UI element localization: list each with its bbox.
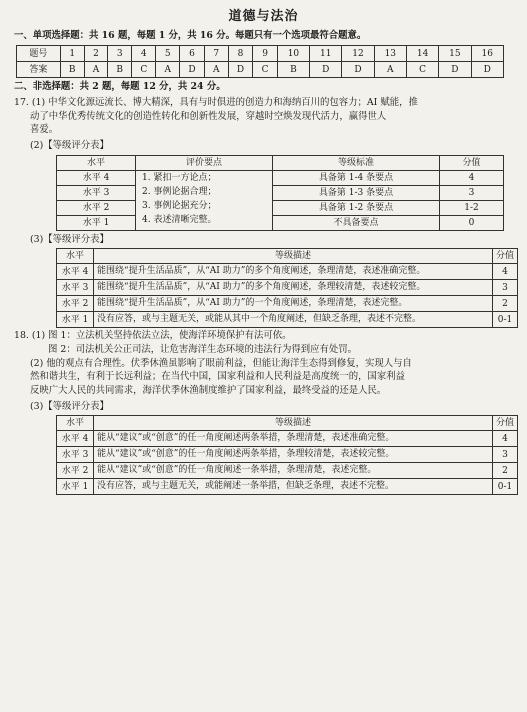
answer-cell: C — [406, 62, 438, 78]
description-cell: 能从“建议”或“创意”的任一角度阐述两条举措，条理较清楚，表述较完整。 — [94, 447, 493, 463]
q18-part3-heading: (3)【等级评分表】 — [30, 400, 109, 412]
q18-part1-line: 图 2：司法机关公正司法，让危害海洋生态环境的违法行为得到应有处罚。 — [48, 344, 357, 356]
answer-cell: D — [342, 62, 374, 78]
question-number: 15 — [439, 46, 471, 62]
answer-table-row-label: 题号 — [17, 46, 61, 62]
score-cell: 4 — [493, 264, 518, 280]
question-number: 5 — [156, 46, 180, 62]
section-1-heading: 一、单项选择题：共 16 题，每题 1 分，共 16 分。每题只有一个选项最符合题意。 — [14, 29, 367, 41]
answer-cell: A — [204, 62, 228, 78]
question-number: 3 — [108, 46, 132, 62]
description-cell: 能围绕“提升生活品质”，从“AI 助力”的多个角度阐述，条理较清楚，表述较完整。 — [94, 280, 493, 296]
score-cell: 0 — [440, 215, 504, 230]
page-title: 道德与法治 — [228, 9, 299, 24]
evaluation-point: 4. 表述清晰完整。 — [142, 215, 217, 226]
q18-part1-line: 18. (1) 图 1：立法机关坚持依法立法，使海洋环境保护有法可依。 — [14, 330, 292, 342]
table-header-row — [57, 155, 504, 170]
level-cell: 水平 3 — [57, 280, 94, 296]
score-cell: 4 — [440, 170, 504, 185]
table-header: 分值 — [493, 249, 518, 264]
q18-part2-line: (2) 他的观点有合理性。伏季休渔虽影响了眼前利益，但能让海洋生态得到修复，实现人与自 — [30, 357, 412, 369]
level-cell: 水平 3 — [57, 185, 136, 200]
q17-part1-line: 17. (1) 中华文化源远流长、博大精深，具有与时俱进的创造力和海纳百川的包容力；AI 赋能，推 — [14, 96, 418, 108]
score-cell: 0-1 — [493, 479, 518, 495]
level-cell: 水平 2 — [57, 463, 94, 479]
table-row — [57, 264, 518, 280]
q17-description-table — [56, 248, 518, 328]
answer-table — [16, 45, 504, 78]
standard-cell: 具备第 1-2 条要点 — [273, 200, 440, 215]
table-row — [57, 479, 518, 495]
answer-cell: B — [60, 62, 84, 78]
level-cell: 水平 4 — [57, 170, 136, 185]
table-row — [57, 312, 518, 328]
q17-part3-heading: (3)【等级评分表】 — [30, 233, 109, 245]
evaluation-point: 2. 事例论据合理； — [142, 187, 217, 198]
table-header-row — [57, 416, 518, 431]
answer-cell: C — [132, 62, 156, 78]
table-header: 水平 — [57, 249, 94, 264]
question-number: 2 — [84, 46, 108, 62]
q17-grade-table — [56, 155, 504, 231]
table-header: 分值 — [440, 155, 504, 170]
level-cell: 水平 2 — [57, 200, 136, 215]
table-row — [57, 447, 518, 463]
question-number: 9 — [253, 46, 277, 62]
description-cell: 能从“建议”或“创意”的任一角度阐述两条举措，条理清楚，表述准确完整。 — [94, 431, 493, 447]
table-row — [57, 463, 518, 479]
table-header: 水平 — [57, 155, 136, 170]
table-row — [57, 170, 504, 185]
level-cell: 水平 1 — [57, 215, 136, 230]
question-number: 8 — [228, 46, 253, 62]
question-number: 14 — [406, 46, 438, 62]
standard-cell: 不具备要点 — [273, 215, 440, 230]
table-header: 等级标准 — [273, 155, 440, 170]
level-cell: 水平 1 — [57, 312, 94, 328]
level-cell: 水平 3 — [57, 447, 94, 463]
answer-cell: A — [156, 62, 180, 78]
description-cell: 没有应答，或与主题无关，或能从其中一个角度阐述，但缺乏条理，表述不完整。 — [94, 312, 493, 328]
description-cell: 没有应答，或与主题无关，或能阐述一条举措，但缺乏条理，表述不完整。 — [94, 479, 493, 495]
description-cell: 能围绕“提升生活品质”，从“AI 助力”的一个角度阐述，条理清楚，表述完整。 — [94, 296, 493, 312]
question-number: 1 — [60, 46, 84, 62]
answer-cell: B — [277, 62, 309, 78]
answer-cell: C — [253, 62, 277, 78]
q18-description-table — [56, 415, 518, 495]
standard-cell: 具备第 1-3 条要点 — [273, 185, 440, 200]
level-cell: 水平 1 — [57, 479, 94, 495]
answer-table-row-label: 答案 — [17, 62, 61, 78]
table-row — [57, 431, 518, 447]
score-cell: 4 — [493, 431, 518, 447]
table-header-row — [57, 249, 518, 264]
level-cell: 水平 4 — [57, 264, 94, 280]
evaluation-point: 1. 紧扣一方论点； — [142, 173, 217, 184]
q17-part1-line: 动了中华优秀传统文化的创造性转化和创新性发展，穿越时空焕发现代活力，赢得世人 — [30, 110, 387, 122]
table-row — [57, 280, 518, 296]
section-2-heading: 二、非选择题：共 2 题，每题 12 分，共 24 分。 — [14, 81, 226, 93]
answer-cell: A — [84, 62, 108, 78]
table-header: 评价要点 — [136, 155, 273, 170]
description-cell: 能从“建议”或“创意”的任一角度阐述一条举措，条理清楚，表述完整。 — [94, 463, 493, 479]
answer-table-answer-row — [17, 62, 504, 78]
table-row — [57, 215, 504, 230]
answer-table-number-row — [17, 46, 504, 62]
table-header: 等级描述 — [94, 416, 493, 431]
description-cell: 能围绕“提升生活品质”，从“AI 助力”的多个角度阐述，条理清楚，表述准确完整。 — [94, 264, 493, 280]
answer-cell: D — [439, 62, 471, 78]
table-row — [57, 185, 504, 200]
answer-cell: D — [310, 62, 342, 78]
level-cell: 水平 4 — [57, 431, 94, 447]
standard-cell: 具备第 1-4 条要点 — [273, 170, 440, 185]
q18-part2-line: 然和谐共生，有利于长远利益；在当代中国，国家利益和人民利益是高度统一的，国家利益 — [30, 371, 406, 383]
q17-part2-heading: (2)【等级评分表】 — [30, 139, 109, 151]
answer-cell: D — [471, 62, 503, 78]
q17-part1-line: 喜爱。 — [30, 124, 59, 136]
table-row — [57, 200, 504, 215]
score-cell: 3 — [440, 185, 504, 200]
q18-part2-line: 反映广大人民的共同需求，海洋伏季休渔制度维护了国家利益，最终受益的还是人民。 — [30, 385, 387, 397]
evaluation-point: 3. 事例论据充分； — [142, 201, 217, 212]
score-cell: 0-1 — [493, 312, 518, 328]
question-number: 4 — [132, 46, 156, 62]
answer-cell: A — [374, 62, 406, 78]
level-cell: 水平 2 — [57, 296, 94, 312]
question-number: 6 — [180, 46, 205, 62]
score-cell: 2 — [493, 296, 518, 312]
answer-cell: D — [228, 62, 253, 78]
question-number: 12 — [342, 46, 374, 62]
table-header: 等级描述 — [94, 249, 493, 264]
score-cell: 3 — [493, 280, 518, 296]
evaluation-points-cell — [136, 170, 273, 230]
table-header: 水平 — [57, 416, 94, 431]
answer-cell: B — [108, 62, 132, 78]
question-number: 13 — [374, 46, 406, 62]
question-number: 11 — [310, 46, 342, 62]
table-row — [57, 296, 518, 312]
question-number: 7 — [204, 46, 228, 62]
question-number: 10 — [277, 46, 309, 62]
answer-cell: D — [180, 62, 205, 78]
question-number: 16 — [471, 46, 503, 62]
score-cell: 3 — [493, 447, 518, 463]
table-header: 分值 — [493, 416, 518, 431]
score-cell: 1-2 — [440, 200, 504, 215]
score-cell: 2 — [493, 463, 518, 479]
